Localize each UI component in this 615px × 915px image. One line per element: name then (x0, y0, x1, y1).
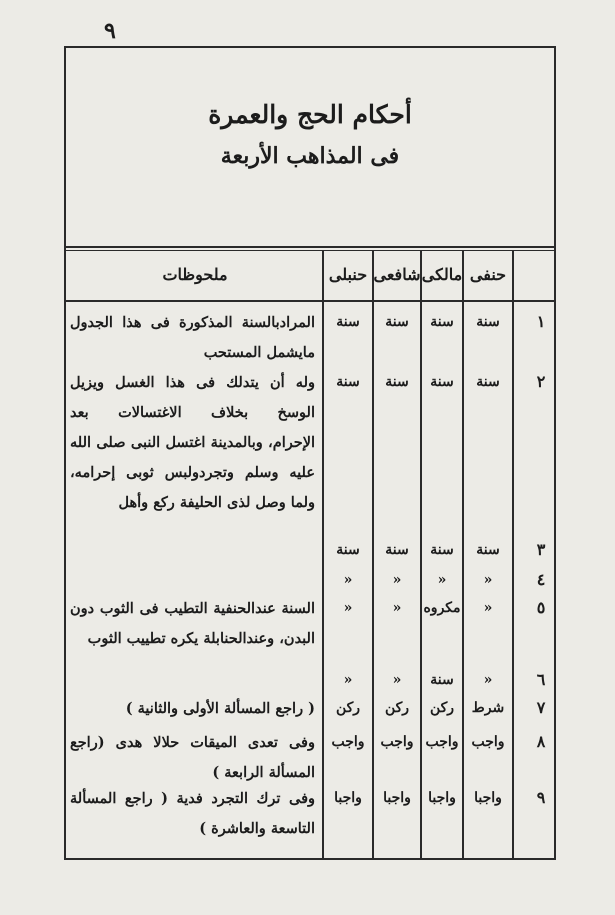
cell-hanafi: سنة (476, 542, 500, 558)
cell-hanbali: واجب (331, 734, 365, 750)
note-line: ( راجع المسألة الأولى والثانية ) (125, 700, 315, 717)
note-line: البدن، وعندالحنابلة يكره تطييب الثوب (87, 630, 315, 647)
note-line: وفى تعدى الميقات حلالا هدى (راجع (70, 734, 315, 751)
note-line: الإحرام، وبالمدينة اغتسل النبى صلى الله (70, 434, 315, 451)
cell-shafii: « (392, 672, 402, 688)
cell-maliki: ركن (429, 700, 455, 716)
note-line: وله أن يتدلك فى هذا الغسل ويزيل (70, 374, 315, 391)
cell-shafii: واجبا (383, 790, 411, 806)
cell-hanbali: « (343, 672, 353, 688)
header-hanbali: حنبلى (328, 264, 368, 284)
cell-hanbali: ركن (335, 700, 361, 716)
cell-shafii: سنة (385, 314, 409, 330)
cell-maliki: سنة (430, 314, 454, 330)
cell-shafii: واجب (380, 734, 414, 750)
note-line: مايشمل المستحب (203, 344, 315, 361)
row-number: ٨ (536, 732, 546, 751)
cell-hanafi: واجب (471, 734, 505, 750)
row-number: ٧ (536, 698, 546, 717)
header-maliki: مالكى (421, 264, 463, 284)
cell-hanafi: سنة (476, 314, 500, 330)
row-number: ١ (536, 312, 546, 331)
cell-hanbali: سنة (336, 374, 360, 390)
cell-hanafi: شرط (471, 700, 505, 716)
header-shafii: شافعى (373, 264, 421, 284)
cell-hanafi: « (483, 672, 493, 688)
note-line: الوسخ بخلاف الاغتسالات بعد (70, 404, 315, 421)
cell-shafii: « (392, 572, 402, 588)
cell-maliki: مكروه (423, 600, 461, 616)
cell-hanafi: واجبا (474, 790, 502, 806)
cell-maliki: واجب (425, 734, 459, 750)
cell-hanafi: « (483, 572, 493, 588)
page-number: ٩ (104, 18, 116, 44)
cell-maliki: سنة (430, 672, 454, 688)
cell-shafii: سنة (385, 374, 409, 390)
header-bottom-rule (64, 300, 556, 302)
cell-hanbali: سنة (336, 314, 360, 330)
note-line: عليه وسلم وتجردولبس ثوبى إحرامه، (70, 464, 315, 481)
cell-hanbali: « (343, 600, 353, 616)
row-number: ٢ (536, 372, 546, 391)
cell-hanbali: « (343, 572, 353, 588)
note-line: المرادبالسنة المذكورة فى هذا الجدول (70, 314, 315, 331)
cell-maliki: سنة (430, 374, 454, 390)
cell-shafii: « (392, 600, 402, 616)
cell-shafii: ركن (384, 700, 410, 716)
note-line: التاسعة والعاشرة ) (199, 820, 315, 837)
page-subtitle: فى المذاهب الأربعة (220, 143, 400, 169)
cell-hanbali: واجبا (334, 790, 362, 806)
cell-hanafi: « (483, 600, 493, 616)
header-notes: ملحوظات (162, 264, 228, 284)
row-number: ٣ (536, 540, 546, 559)
header-hanafi: حنفى (469, 264, 507, 284)
note-line: المسألة الرابعة ) (212, 764, 315, 781)
row-number: ٦ (536, 670, 546, 689)
cell-maliki: واجبا (428, 790, 456, 806)
row-number: ٤ (536, 570, 546, 589)
column-divider (512, 250, 514, 860)
note-line: وفى ترك التجرد فدية ( راجع المسألة (70, 790, 315, 807)
row-number: ٥ (536, 598, 546, 617)
cell-shafii: سنة (385, 542, 409, 558)
cell-hanafi: سنة (476, 374, 500, 390)
row-number: ٩ (536, 788, 546, 807)
note-line: ولما وصل لذى الحليفة ركع وأهل (118, 494, 315, 511)
table-top-rule (64, 246, 556, 248)
note-line: السنة عندالحنفية التطيب فى الثوب دون (70, 600, 315, 617)
cell-maliki: سنة (430, 542, 454, 558)
page-title: أحكام الحج والعمرة (208, 100, 412, 129)
cell-hanbali: سنة (336, 542, 360, 558)
cell-maliki: « (437, 572, 447, 588)
